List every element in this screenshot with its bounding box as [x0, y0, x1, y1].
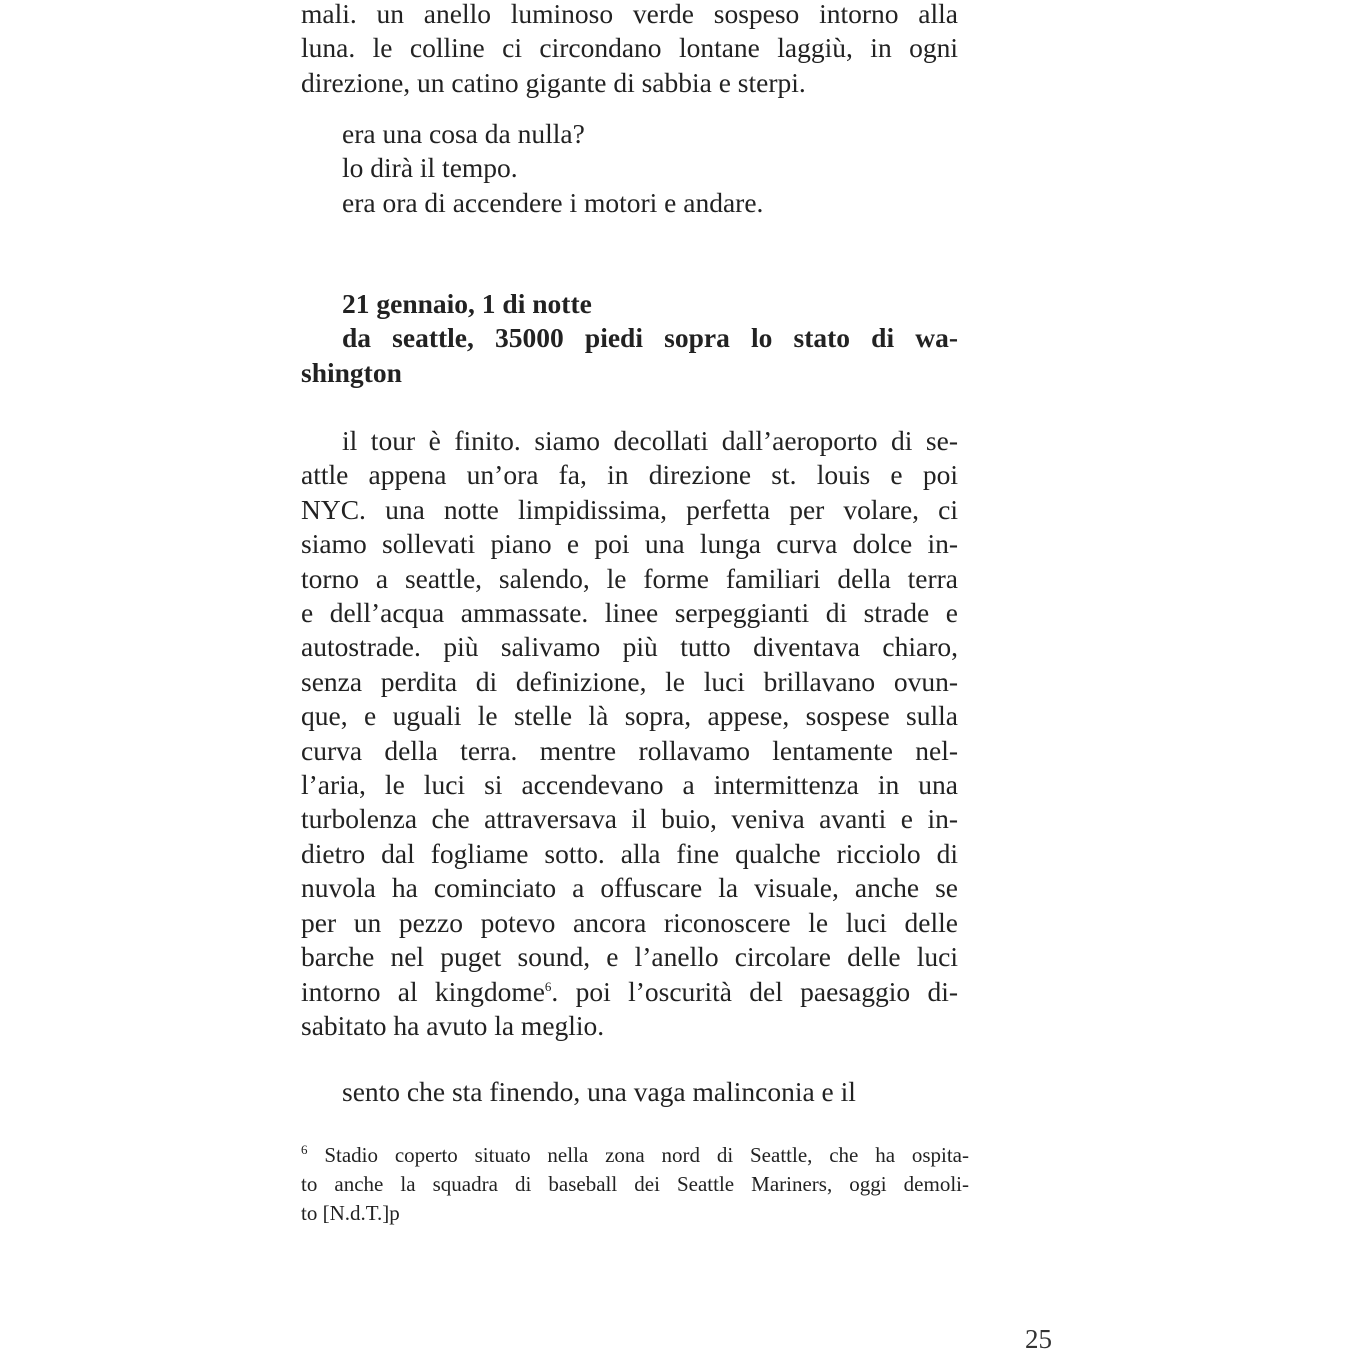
text-line: NYC. una notte limpidissima, perfetta per volare, ci [301, 493, 958, 525]
heading-line-location: da seattle, 35000 piedi sopra lo stato di wa- [342, 322, 958, 354]
text-line: autostrade. più salivamo più tutto diventava chiaro, [301, 631, 958, 663]
footnote-text: Stadio coperto situato nella zona nord di Seattle, che ha ospita- [307, 1143, 969, 1167]
text-line: per un pezzo potevo ancora riconoscere le luci delle [301, 906, 958, 938]
text-line: attle appena un’ora fa, in direzione st. louis e poi [301, 459, 958, 491]
footnote-line [301, 1141, 969, 1170]
footnote-marker: 6 [301, 1142, 308, 1157]
closing-paragraph [301, 1075, 958, 1109]
text-line: l’aria, le luci si accendevano a intermittenza in una [301, 769, 958, 801]
text-line: mali. un anello luminoso verde sospeso intorno alla [301, 0, 958, 29]
heading-line-continuation: shington [301, 356, 402, 388]
text-line: dietro dal fogliame sotto. alla fine qualche ricciolo di [301, 837, 958, 869]
kingdome-text-after: . poi l’oscurità del paesaggio di- [551, 975, 958, 1007]
text-line: direzione, un catino gigante di sabbia e sterpi. [301, 66, 806, 98]
text-line: sento che sta finendo, una vaga malinconia e il [342, 1076, 856, 1107]
text-line-with-note [301, 975, 958, 1009]
main-paragraph [301, 424, 958, 1043]
text-line: senza perdita di definizione, le luci brillavano ovun- [301, 665, 958, 697]
text-line: il tour è finito. siamo decollati dall’aeroporto di se- [342, 425, 958, 456]
text-line: lo dirà il tempo. [342, 152, 518, 184]
text-line: que, e uguali le stelle là sopra, appese, sospese sulla [301, 700, 958, 732]
text-line: nuvola ha cominciato a offuscare la visuale, anche se [301, 872, 958, 904]
footnote-line: to [N.d.T.]p [301, 1201, 400, 1225]
text-line: sabitato ha avuto la meglio. [301, 1009, 605, 1041]
text-line: luna. le colline ci circondano lontane laggiù, in ogni [301, 32, 958, 64]
entry-heading [301, 287, 958, 390]
text-line: era una cosa da nulla? [342, 118, 585, 149]
text-line: era ora di accendere i motori e andare. [342, 186, 764, 218]
footnote [301, 1141, 969, 1228]
text-line: barche nel puget sound, e l’anello circolare delle luci [301, 941, 958, 973]
heading-line-date: 21 gennaio, 1 di notte [342, 288, 592, 319]
text-line: e dell’acqua ammassate. linee serpeggianti di strade e [301, 597, 958, 629]
page-number: 25 [1025, 1324, 1052, 1354]
footnote-line: to anche la squadra di baseball dei Seattle Mariners, oggi demoli- [301, 1172, 969, 1196]
top-paragraph [301, 0, 958, 100]
footnote-reference[interactable]: 6 [544, 978, 552, 994]
kingdome-text: intorno al kingdome [301, 975, 545, 1007]
short-lines-block [301, 117, 958, 220]
text-line: curva della terra. mentre rollavamo lentamente nel- [301, 734, 958, 766]
text-line: torno a seattle, salendo, le forme familiari della terra [301, 562, 958, 594]
text-line: siamo sollevati piano e poi una lunga curva dolce in- [301, 528, 958, 560]
text-line: turbolenza che attraversava il buio, veniva avanti e in- [301, 803, 958, 835]
